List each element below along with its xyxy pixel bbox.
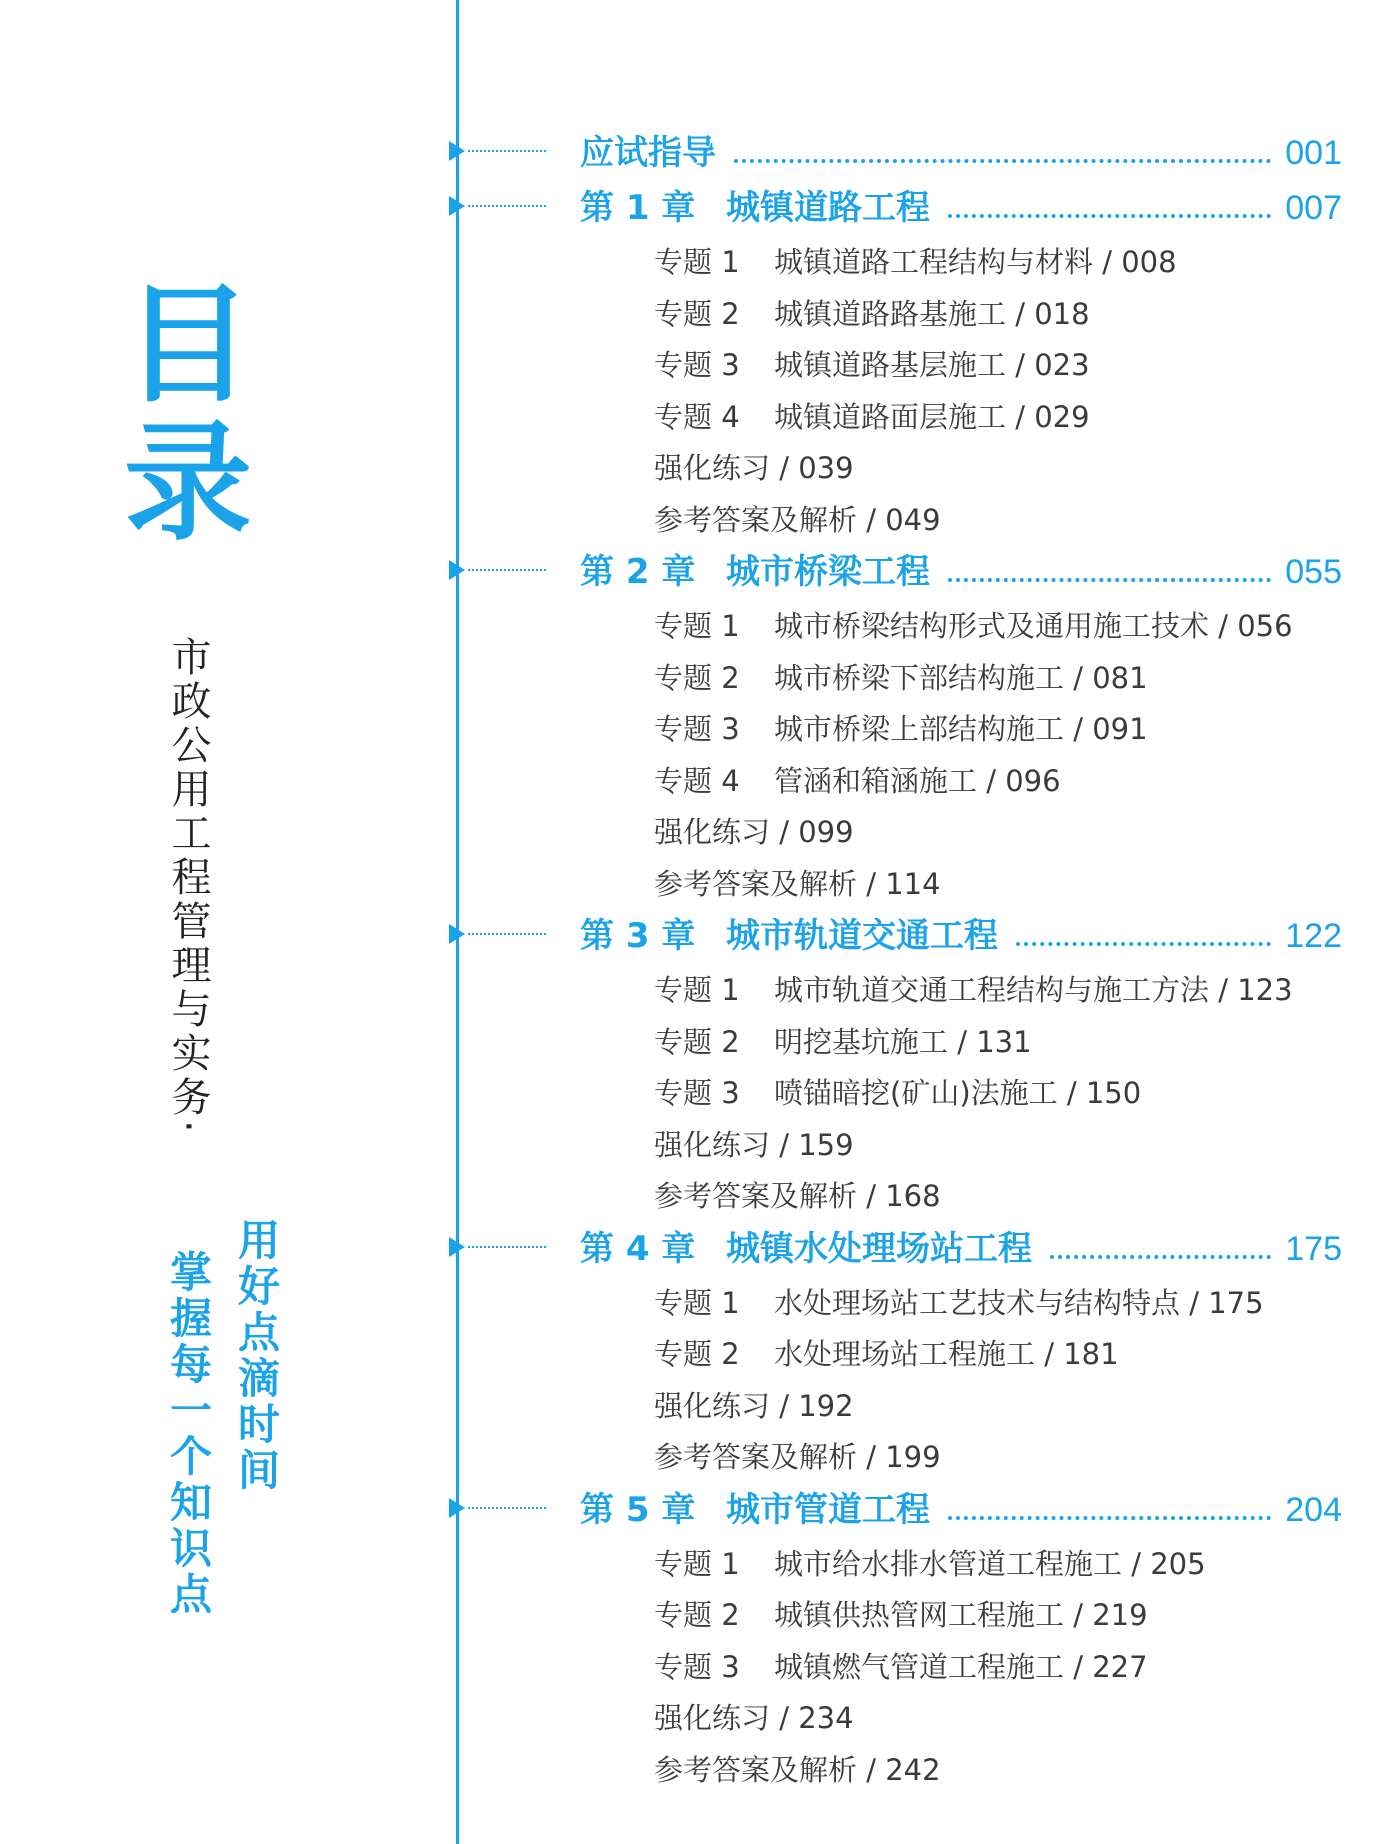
chapter-4-page-number: 175 bbox=[1285, 1229, 1342, 1268]
toc-item[interactable] bbox=[654, 1748, 941, 1792]
toc-item-topic-number: 专题 1 bbox=[654, 1285, 740, 1320]
chapter-1-title: 城镇道路工程 bbox=[726, 188, 930, 228]
toc-item-text: 城市桥梁结构形式及通用施工技术 / 056 bbox=[774, 609, 1293, 643]
page-title-char-1: 目 bbox=[123, 270, 252, 420]
toc-item[interactable] bbox=[654, 1020, 1032, 1064]
guide-heading bbox=[580, 128, 716, 178]
toc-item-text: 城市轨道交通工程结构与施工方法 / 123 bbox=[774, 973, 1293, 1007]
marker-dotted-line bbox=[468, 569, 546, 571]
toc-item-text: 城镇道路基层施工 / 023 bbox=[774, 348, 1090, 382]
triangle-marker-icon bbox=[449, 924, 465, 944]
marker-dotted-line bbox=[468, 1246, 546, 1248]
toc-item[interactable] bbox=[654, 810, 854, 854]
toc-item-topic-number: 专题 3 bbox=[654, 1076, 740, 1110]
toc-item-text: 参考答案及解析 / 049 bbox=[654, 502, 941, 537]
toc-item-topic-number: 专题 1 bbox=[654, 1546, 740, 1581]
toc-item-text: 城市给水排水管道工程施工 / 205 bbox=[774, 1546, 1206, 1581]
toc-item[interactable] bbox=[654, 240, 1177, 284]
marker-dotted-line bbox=[468, 933, 546, 935]
toc-item-text: 强化练习 / 099 bbox=[654, 815, 854, 849]
toc-item-topic-number: 专题 2 bbox=[654, 1024, 740, 1059]
chapter-5-heading bbox=[580, 1485, 930, 1535]
guide-row[interactable] bbox=[0, 128, 1392, 178]
chapter-5-page-number: 204 bbox=[1285, 1490, 1342, 1529]
chapter-1-number: 第 1 章 bbox=[580, 188, 696, 228]
toc-item[interactable] bbox=[654, 604, 1293, 648]
toc-item-topic-number: 专题 1 bbox=[654, 245, 740, 279]
toc-item[interactable] bbox=[654, 759, 1061, 803]
toc-item[interactable] bbox=[654, 1542, 1206, 1586]
dot-leader bbox=[734, 159, 1271, 163]
slogan-knowledge: 掌握每一个知识点 bbox=[164, 1250, 213, 1618]
chapter-5-number: 第 5 章 bbox=[580, 1489, 696, 1530]
chapter-2-title: 城市桥梁工程 bbox=[726, 552, 930, 592]
toc-item-text: 参考答案及解析 / 168 bbox=[654, 1179, 941, 1213]
chapter-2-number: 第 2 章 bbox=[580, 552, 696, 592]
guide-title: 应试指导 bbox=[580, 133, 716, 173]
toc-item[interactable] bbox=[654, 1384, 854, 1428]
triangle-marker-icon bbox=[449, 1498, 465, 1518]
toc-item-topic-number: 专题 1 bbox=[654, 609, 740, 643]
chapter-1-page-number: 007 bbox=[1285, 189, 1342, 227]
toc-item[interactable] bbox=[654, 446, 854, 490]
dot-leader bbox=[948, 578, 1271, 582]
triangle-marker-icon bbox=[449, 560, 465, 580]
toc-item[interactable] bbox=[654, 1332, 1119, 1376]
toc-item-text: 强化练习 / 159 bbox=[654, 1127, 854, 1162]
page-title-char-2: 录 bbox=[123, 408, 252, 558]
page-title bbox=[118, 270, 258, 558]
marker-dotted-line bbox=[468, 1507, 546, 1509]
toc-item-text: 管涵和箱涵施工 / 096 bbox=[774, 763, 1061, 798]
toc-item-topic-number: 专题 2 bbox=[654, 1598, 740, 1632]
toc-item-text: 水处理场站工艺技术与结构特点 / 175 bbox=[774, 1285, 1264, 1320]
guide-page-number: 001 bbox=[1285, 134, 1342, 172]
toc-item[interactable] bbox=[654, 1123, 854, 1167]
toc-item[interactable] bbox=[654, 292, 1090, 336]
toc-item[interactable] bbox=[654, 1071, 1141, 1115]
toc-item-topic-number: 专题 2 bbox=[654, 660, 740, 695]
toc-item[interactable] bbox=[654, 1645, 1148, 1689]
toc-item[interactable] bbox=[654, 656, 1148, 700]
chapter-3-title: 城市轨道交通工程 bbox=[726, 916, 998, 956]
chapter-3-number: 第 3 章 bbox=[580, 916, 696, 956]
toc-item[interactable] bbox=[654, 343, 1090, 387]
toc-item-text: 参考答案及解析 / 114 bbox=[654, 866, 941, 901]
marker-dotted-line bbox=[468, 150, 546, 152]
toc-item[interactable] bbox=[654, 968, 1293, 1012]
toc-item[interactable] bbox=[654, 1174, 941, 1218]
toc-item[interactable] bbox=[654, 1281, 1264, 1325]
toc-item-text: 城镇燃气管道工程施工 / 227 bbox=[774, 1649, 1148, 1684]
toc-item-topic-number: 专题 3 bbox=[654, 348, 740, 382]
chapter-1-heading bbox=[580, 183, 930, 233]
chapter-4-heading bbox=[580, 1224, 1032, 1274]
toc-item-topic-number: 专题 3 bbox=[654, 1649, 740, 1684]
toc-item[interactable] bbox=[654, 1696, 854, 1740]
chapter-2-heading bbox=[580, 547, 930, 597]
triangle-marker-icon bbox=[449, 1237, 465, 1257]
toc-item-text: 城镇道路面层施工 / 029 bbox=[774, 399, 1090, 434]
toc-item-text: 城市桥梁下部结构施工 / 081 bbox=[774, 660, 1148, 695]
dot-leader bbox=[948, 214, 1271, 218]
toc-item-text: 参考答案及解析 / 242 bbox=[654, 1752, 941, 1787]
slogan-time: 用好点滴时间 bbox=[232, 1218, 281, 1494]
toc-item-text: 强化练习 / 039 bbox=[654, 451, 854, 485]
chapter-3-row[interactable] bbox=[0, 911, 1392, 961]
chapter-4-number: 第 4 章 bbox=[580, 1228, 696, 1269]
toc-item-text: 喷锚暗挖(矿山)法施工 / 150 bbox=[774, 1076, 1142, 1110]
toc-item[interactable] bbox=[654, 1593, 1148, 1637]
chapter-2-row[interactable] bbox=[0, 547, 1392, 597]
chapter-4-title: 城镇水处理场站工程 bbox=[726, 1228, 1032, 1269]
toc-item-text: 城市桥梁上部结构施工 / 091 bbox=[774, 712, 1148, 746]
chapter-4-row[interactable] bbox=[0, 1224, 1392, 1274]
triangle-marker-icon bbox=[449, 141, 465, 161]
dot-leader bbox=[1050, 1255, 1271, 1259]
toc-item-text: 强化练习 / 234 bbox=[654, 1701, 854, 1735]
toc-item-topic-number: 专题 1 bbox=[654, 973, 740, 1007]
toc-item-topic-number: 专题 4 bbox=[654, 399, 740, 434]
dot-leader bbox=[948, 1516, 1271, 1520]
toc-item-text: 明挖基坑施工 / 131 bbox=[774, 1024, 1032, 1059]
toc-item-topic-number: 专题 2 bbox=[654, 1337, 740, 1371]
toc-item-text: 城镇道路工程结构与材料 / 008 bbox=[774, 245, 1177, 279]
toc-item-text: 参考答案及解析 / 199 bbox=[654, 1440, 941, 1474]
chapter-5-row[interactable] bbox=[0, 1485, 1392, 1535]
chapter-3-heading bbox=[580, 911, 998, 961]
marker-dotted-line bbox=[468, 205, 546, 207]
chapter-1-row[interactable] bbox=[0, 183, 1392, 233]
toc-item-text: 城镇供热管网工程施工 / 219 bbox=[774, 1598, 1148, 1632]
dot-leader bbox=[1016, 942, 1271, 946]
chapter-5-title: 城市管道工程 bbox=[726, 1489, 930, 1530]
toc-item[interactable] bbox=[654, 1435, 941, 1479]
toc-item[interactable] bbox=[654, 707, 1148, 751]
toc-item-topic-number: 专题 2 bbox=[654, 296, 740, 331]
toc-item-topic-number: 专题 4 bbox=[654, 763, 740, 798]
chapter-2-page-number: 055 bbox=[1285, 553, 1342, 591]
toc-item-text: 强化练习 / 192 bbox=[654, 1388, 854, 1423]
toc-item-text: 城镇道路路基施工 / 018 bbox=[774, 296, 1090, 331]
toc-item[interactable] bbox=[654, 862, 941, 906]
chapter-3-page-number: 122 bbox=[1285, 917, 1342, 955]
toc-item[interactable] bbox=[654, 395, 1090, 439]
book-name: 市政公用工程管理与实务· bbox=[165, 636, 211, 1137]
toc-item-topic-number: 专题 3 bbox=[654, 712, 740, 746]
triangle-marker-icon bbox=[449, 196, 465, 216]
toc-item[interactable] bbox=[654, 498, 941, 542]
toc-item-text: 水处理场站工程施工 / 181 bbox=[774, 1337, 1119, 1371]
